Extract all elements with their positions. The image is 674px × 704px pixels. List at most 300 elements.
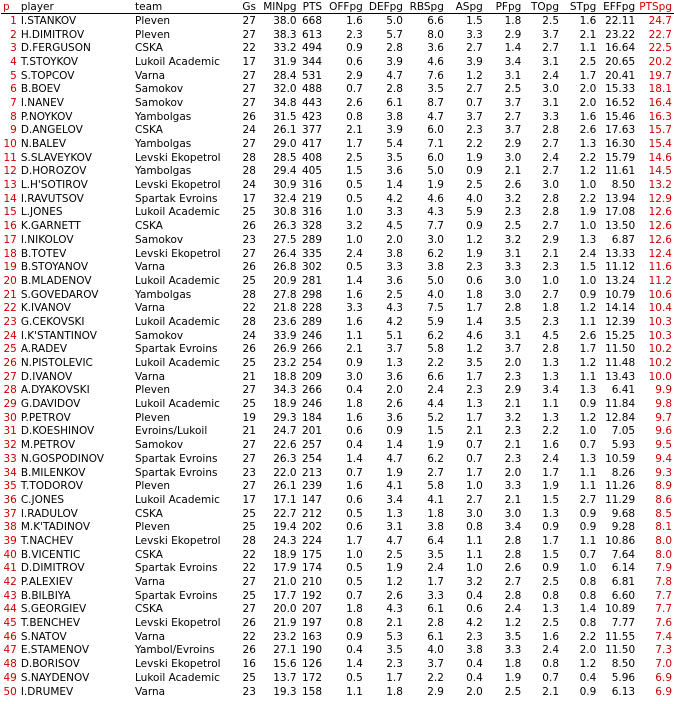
cell-rebounds: 7.1 (427, 138, 444, 151)
cell-assists: 1.7 (466, 466, 483, 479)
cell-rank: 48 (3, 658, 17, 671)
cell-assists: 5.9 (466, 206, 483, 219)
cell-off-rebounds: 0.5 (346, 261, 363, 274)
cell-fouls: 2.9 (504, 28, 522, 41)
cell-games: 21 (242, 370, 256, 383)
cell-games: 26 (242, 644, 256, 657)
cell-points-per-game: 12.6 (648, 220, 672, 233)
cell-fouls: 2.8 (504, 548, 522, 561)
cell-team: Varna (135, 261, 166, 274)
cell-rebounds: 2.9 (427, 685, 444, 698)
table-row (1, 260, 674, 274)
cell-off-rebounds: 3.2 (346, 220, 363, 233)
cell-rebounds: 8.0 (427, 28, 444, 41)
cell-games: 21 (242, 425, 256, 438)
cell-total-points: 158 (301, 685, 323, 698)
cell-player: N.GOSPODINOV (20, 452, 104, 465)
cell-fouls: 2.8 (504, 589, 522, 602)
cell-efficiency: 23.22 (605, 28, 636, 41)
cell-def-rebounds: 4.1 (386, 480, 403, 493)
cell-fouls: 3.7 (504, 343, 522, 356)
cell-team: Pleven (135, 384, 171, 397)
cell-fouls: 2.6 (504, 562, 522, 575)
cell-games: 27 (242, 439, 256, 452)
cell-rank: 23 (3, 315, 17, 328)
cell-turnovers: 0.7 (542, 671, 559, 684)
cell-min-per-game: 28.5 (273, 151, 297, 164)
cell-off-rebounds: 3.0 (346, 370, 363, 383)
cell-total-points: 289 (301, 233, 323, 246)
cell-def-rebounds: 0.9 (386, 425, 403, 438)
cell-min-per-game: 21.0 (273, 576, 297, 589)
cell-steals: 1.2 (579, 658, 597, 671)
cell-turnovers: 1.3 (542, 357, 559, 370)
cell-turnovers: 0.8 (542, 658, 559, 671)
cell-team: Levski Ekopetrol (135, 151, 221, 164)
cell-steals: 1.0 (579, 425, 597, 438)
cell-rebounds: 3.7 (427, 658, 444, 671)
cell-min-per-game: 20.0 (273, 603, 297, 616)
cell-assists: 1.2 (466, 233, 483, 246)
cell-points-per-game: 10.3 (648, 329, 672, 342)
cell-rank: 10 (3, 138, 17, 151)
cell-efficiency: 10.79 (605, 288, 636, 301)
table-row (1, 165, 674, 179)
cell-fouls: 3.7 (504, 96, 522, 109)
cell-rank: 7 (10, 96, 17, 109)
cell-rebounds: 1.9 (427, 439, 444, 452)
cell-points-per-game: 12.4 (648, 247, 672, 260)
cell-total-points: 405 (301, 165, 323, 178)
cell-points-per-game: 15.4 (648, 138, 672, 151)
cell-player: T.TODOROV (20, 480, 83, 493)
cell-off-rebounds: 1.4 (346, 452, 363, 465)
cell-assists: 1.8 (466, 288, 483, 301)
cell-games: 22 (242, 548, 256, 561)
cell-points-per-game: 8.0 (655, 548, 672, 561)
cell-rank: 14 (3, 192, 17, 205)
cell-total-points: 202 (301, 521, 323, 534)
cell-assists: 1.2 (466, 343, 483, 356)
cell-rank: 38 (3, 521, 17, 534)
cell-min-per-game: 34.3 (273, 384, 297, 397)
cell-min-per-game: 18.9 (273, 548, 297, 561)
cell-rank: 3 (10, 42, 17, 55)
cell-def-rebounds: 3.1 (386, 521, 403, 534)
table-row (1, 616, 674, 630)
cell-assists: 0.4 (466, 589, 483, 602)
cell-fouls: 2.9 (504, 384, 522, 397)
cell-fouls: 3.2 (504, 233, 522, 246)
column-header-turnovers: TOpg (523, 0, 561, 14)
cell-team: Pleven (135, 28, 171, 41)
cell-games: 28 (242, 165, 256, 178)
cell-total-points: 488 (301, 83, 323, 96)
cell-steals: 1.1 (579, 534, 597, 547)
cell-total-points: 212 (301, 507, 323, 520)
cell-total-points: 281 (301, 274, 323, 287)
cell-efficiency: 6.13 (611, 685, 636, 698)
cell-off-rebounds: 0.7 (346, 466, 363, 479)
cell-fouls: 2.7 (504, 576, 522, 589)
cell-off-rebounds: 1.0 (346, 548, 363, 561)
cell-fouls: 3.2 (504, 192, 522, 205)
cell-points-per-game: 9.4 (655, 452, 672, 465)
cell-def-rebounds: 3.9 (386, 124, 403, 137)
cell-player: L.H'SOTIROV (20, 179, 88, 192)
cell-def-rebounds: 4.3 (386, 603, 403, 616)
cell-min-per-game: 23.2 (273, 630, 297, 643)
cell-steals: 0.4 (579, 671, 597, 684)
cell-off-rebounds: 1.8 (346, 603, 363, 616)
cell-total-points: 246 (301, 329, 323, 342)
cell-rebounds: 8.7 (427, 96, 444, 109)
cell-efficiency: 10.89 (605, 603, 636, 616)
cell-fouls: 2.8 (504, 302, 522, 315)
cell-team: Lukoil Academic (135, 671, 220, 684)
table-row (1, 69, 674, 83)
cell-team: Spartak Evroins (135, 452, 218, 465)
cell-off-rebounds: 0.5 (346, 671, 363, 684)
cell-turnovers: 2.8 (542, 343, 559, 356)
cell-min-per-game: 38.0 (273, 14, 297, 27)
cell-turnovers: 2.8 (542, 192, 559, 205)
cell-points-per-game: 7.6 (655, 617, 672, 630)
cell-rebounds: 4.0 (427, 644, 444, 657)
cell-def-rebounds: 2.0 (386, 384, 403, 397)
cell-off-rebounds: 1.6 (346, 480, 363, 493)
cell-player: L.JONES (20, 206, 63, 219)
cell-min-per-game: 24.7 (273, 425, 297, 438)
cell-efficiency: 8.26 (611, 466, 636, 479)
cell-player: B.VICENTIC (20, 548, 81, 561)
cell-games: 27 (242, 69, 256, 82)
cell-efficiency: 11.26 (605, 480, 636, 493)
cell-def-rebounds: 4.7 (386, 452, 403, 465)
cell-steals: 0.8 (579, 589, 597, 602)
cell-assists: 3.9 (466, 55, 483, 68)
cell-assists: 2.0 (466, 685, 483, 698)
cell-def-rebounds: 2.8 (386, 83, 403, 96)
cell-efficiency: 13.94 (605, 192, 636, 205)
cell-team: Lukoil Academic (135, 357, 220, 370)
cell-turnovers: 2.5 (542, 14, 559, 27)
cell-rebounds: 6.1 (427, 630, 444, 643)
cell-rebounds: 4.7 (427, 110, 444, 123)
cell-games: 26 (242, 110, 256, 123)
cell-efficiency: 13.33 (605, 247, 636, 260)
cell-fouls: 3.1 (504, 329, 522, 342)
cell-efficiency: 13.24 (605, 274, 636, 287)
cell-rebounds: 5.0 (427, 274, 444, 287)
cell-steals: 2.7 (579, 493, 597, 506)
cell-assists: 0.7 (466, 452, 483, 465)
cell-off-rebounds: 0.4 (346, 439, 363, 452)
cell-steals: 0.7 (579, 548, 597, 561)
cell-steals: 1.9 (579, 206, 597, 219)
cell-rebounds: 6.2 (427, 247, 444, 260)
cell-def-rebounds: 4.3 (386, 302, 403, 315)
cell-min-per-game: 23.6 (273, 315, 297, 328)
table-row (1, 96, 674, 110)
cell-fouls: 2.3 (504, 206, 522, 219)
cell-total-points: 266 (301, 343, 323, 356)
cell-steals: 2.0 (579, 96, 597, 109)
cell-min-per-game: 23.2 (273, 357, 297, 370)
cell-steals: 0.8 (579, 617, 597, 630)
cell-player: S.GEORGIEV (20, 603, 87, 616)
cell-off-rebounds: 0.7 (346, 589, 363, 602)
cell-efficiency: 10.59 (605, 452, 636, 465)
cell-min-per-game: 29.0 (273, 138, 297, 151)
cell-rank: 49 (3, 671, 17, 684)
cell-fouls: 2.1 (504, 439, 522, 452)
cell-assists: 1.0 (466, 480, 483, 493)
cell-min-per-game: 26.1 (273, 480, 297, 493)
cell-assists: 0.6 (466, 603, 483, 616)
cell-games: 25 (242, 398, 256, 411)
cell-turnovers: 2.5 (542, 617, 559, 630)
cell-rank: 28 (3, 384, 17, 397)
cell-steals: 1.0 (579, 562, 597, 575)
table-row (1, 534, 674, 548)
cell-total-points: 254 (301, 452, 323, 465)
cell-rank: 16 (3, 220, 17, 233)
cell-min-per-game: 38.3 (273, 28, 297, 41)
cell-off-rebounds: 2.3 (346, 28, 363, 41)
cell-steals: 2.2 (579, 630, 597, 643)
cell-player: T.BENCHEV (20, 617, 81, 630)
cell-rank: 4 (10, 55, 17, 68)
cell-min-per-game: 31.5 (273, 110, 297, 123)
cell-games: 24 (242, 179, 256, 192)
cell-rank: 15 (3, 206, 17, 219)
cell-efficiency: 7.64 (611, 548, 636, 561)
cell-rebounds: 2.4 (427, 384, 444, 397)
cell-rebounds: 2.4 (427, 562, 444, 575)
cell-turnovers: 3.7 (542, 28, 559, 41)
cell-off-rebounds: 3.3 (346, 302, 363, 315)
column-header-points-per-game: PTSpg (637, 0, 674, 14)
cell-rank: 36 (3, 493, 17, 506)
cell-off-rebounds: 1.6 (346, 411, 363, 424)
cell-rebounds: 2.2 (427, 671, 444, 684)
cell-assists: 1.7 (466, 411, 483, 424)
cell-min-per-game: 26.3 (273, 220, 297, 233)
cell-games: 25 (242, 521, 256, 534)
cell-rank: 1 (10, 14, 17, 27)
cell-off-rebounds: 0.5 (346, 507, 363, 520)
cell-player: I.STANKOV (20, 14, 77, 27)
cell-fouls: 1.9 (504, 671, 522, 684)
cell-fouls: 3.1 (504, 69, 522, 82)
column-header-fouls: PFpg (485, 0, 523, 14)
cell-assists: 2.7 (466, 42, 483, 55)
cell-points-per-game: 8.9 (655, 480, 672, 493)
cell-player: D.HOROZOV (20, 165, 87, 178)
cell-steals: 1.1 (579, 370, 597, 383)
cell-assists: 3.7 (466, 110, 483, 123)
table-row (1, 520, 674, 534)
cell-player: N.PISTOLEVIC (20, 357, 93, 370)
cell-team: CSKA (135, 507, 163, 520)
cell-rebounds: 4.6 (427, 55, 444, 68)
cell-min-per-game: 17.1 (273, 493, 297, 506)
cell-rebounds: 2.8 (427, 617, 444, 630)
cell-points-per-game: 14.6 (648, 151, 672, 164)
cell-def-rebounds: 2.3 (386, 658, 403, 671)
column-header-rank: p (1, 0, 19, 14)
table-row (1, 28, 674, 42)
cell-def-rebounds: 2.6 (386, 398, 403, 411)
cell-points-per-game: 6.9 (655, 671, 672, 684)
cell-games: 27 (242, 384, 256, 397)
cell-team: Samokov (135, 329, 184, 342)
cell-games: 24 (242, 329, 256, 342)
cell-efficiency: 15.79 (605, 151, 636, 164)
cell-rebounds: 3.3 (427, 589, 444, 602)
cell-def-rebounds: 2.1 (386, 617, 403, 630)
cell-team: Samokov (135, 233, 184, 246)
cell-games: 27 (242, 480, 256, 493)
cell-off-rebounds: 1.8 (346, 398, 363, 411)
cell-off-rebounds: 1.0 (346, 233, 363, 246)
cell-rank: 17 (3, 233, 17, 246)
table-row (1, 329, 674, 343)
cell-player: G.DAVIDOV (20, 398, 81, 411)
cell-assists: 3.3 (466, 28, 483, 41)
cell-off-rebounds: 0.5 (346, 576, 363, 589)
cell-rank: 11 (3, 151, 17, 164)
cell-assists: 1.9 (466, 247, 483, 260)
table-row (1, 575, 674, 589)
table-row (1, 548, 674, 562)
cell-turnovers: 1.3 (542, 411, 559, 424)
cell-steals: 1.7 (579, 343, 597, 356)
cell-rebounds: 6.2 (427, 452, 444, 465)
cell-rank: 19 (3, 261, 17, 274)
cell-efficiency: 16.52 (605, 96, 636, 109)
header-row (1, 0, 674, 14)
cell-total-points: 494 (301, 42, 323, 55)
table-row (1, 233, 674, 247)
cell-steals: 0.9 (579, 521, 597, 534)
table-row (1, 41, 674, 55)
cell-player: H.DIMITROV (20, 28, 85, 41)
cell-efficiency: 14.14 (605, 302, 636, 315)
cell-team: Spartak Evroins (135, 589, 218, 602)
cell-assists: 0.8 (466, 521, 483, 534)
cell-fouls: 3.3 (504, 261, 522, 274)
cell-rebounds: 1.7 (427, 576, 444, 589)
cell-fouls: 2.3 (504, 452, 522, 465)
cell-turnovers: 3.4 (542, 384, 559, 397)
cell-assists: 2.5 (466, 179, 483, 192)
cell-points-per-game: 16.3 (648, 110, 672, 123)
cell-team: CSKA (135, 220, 163, 233)
cell-assists: 0.6 (466, 274, 483, 287)
cell-team: Levski Ekopetrol (135, 534, 221, 547)
cell-turnovers: 2.9 (542, 233, 559, 246)
cell-team: Spartak Evroins (135, 466, 218, 479)
cell-def-rebounds: 5.7 (386, 28, 403, 41)
cell-total-points: 219 (301, 192, 323, 205)
cell-games: 27 (242, 603, 256, 616)
cell-player: D.DIMITROV (20, 562, 85, 575)
table-row (1, 384, 674, 398)
cell-turnovers: 2.4 (542, 452, 559, 465)
cell-player: I.NIKOLOV (20, 233, 74, 246)
cell-def-rebounds: 1.4 (386, 439, 403, 452)
cell-points-per-game: 18.1 (648, 83, 672, 96)
cell-efficiency: 9.28 (611, 521, 636, 534)
cell-assists: 1.7 (466, 302, 483, 315)
cell-turnovers: 3.1 (542, 55, 559, 68)
column-header-games: Gs (234, 0, 258, 14)
cell-min-per-game: 32.4 (273, 192, 297, 205)
cell-steals: 2.2 (579, 192, 597, 205)
cell-player: S.TOPCOV (20, 69, 75, 82)
table-row (1, 589, 674, 603)
table-row (1, 411, 674, 425)
cell-rebounds: 1.9 (427, 179, 444, 192)
cell-team: Samokov (135, 96, 184, 109)
cell-off-rebounds: 0.4 (346, 644, 363, 657)
column-header-total-points: PTS (299, 0, 324, 14)
cell-efficiency: 6.81 (611, 576, 636, 589)
cell-turnovers: 3.3 (542, 110, 559, 123)
cell-turnovers: 1.9 (542, 480, 559, 493)
cell-rank: 32 (3, 439, 17, 452)
cell-efficiency: 20.41 (605, 69, 636, 82)
cell-games: 25 (242, 671, 256, 684)
cell-def-rebounds: 3.8 (386, 110, 403, 123)
cell-points-per-game: 16.4 (648, 96, 672, 109)
cell-rank: 37 (3, 507, 17, 520)
cell-off-rebounds: 0.6 (346, 425, 363, 438)
cell-min-per-game: 22.0 (273, 466, 297, 479)
table-row (1, 466, 674, 480)
cell-player: S.SLAVEYKOV (20, 151, 92, 164)
cell-player: M.PETROV (20, 439, 76, 452)
cell-efficiency: 9.68 (611, 507, 636, 520)
cell-steals: 1.6 (579, 110, 597, 123)
cell-team: Yambolgas (135, 165, 192, 178)
table-row (1, 397, 674, 411)
cell-player: S.NAYDENOV (20, 671, 90, 684)
cell-min-per-game: 32.0 (273, 83, 297, 96)
cell-efficiency: 11.29 (605, 493, 636, 506)
cell-min-per-game: 26.4 (273, 247, 297, 260)
cell-team: Lukoil Academic (135, 398, 220, 411)
cell-points-per-game: 9.3 (655, 466, 672, 479)
table-row (1, 452, 674, 466)
cell-fouls: 2.5 (504, 83, 522, 96)
cell-off-rebounds: 0.6 (346, 493, 363, 506)
cell-fouls: 3.0 (504, 507, 522, 520)
cell-points-per-game: 7.8 (655, 576, 672, 589)
cell-assists: 0.4 (466, 671, 483, 684)
cell-games: 27 (242, 83, 256, 96)
cell-player: T.STOYKOV (20, 55, 79, 68)
cell-fouls: 3.0 (504, 151, 522, 164)
cell-player: I.DRUMEV (20, 685, 74, 698)
cell-assists: 4.0 (466, 192, 483, 205)
cell-total-points: 257 (301, 439, 323, 452)
cell-turnovers: 1.1 (542, 398, 559, 411)
cell-rank: 34 (3, 466, 17, 479)
cell-efficiency: 13.43 (605, 370, 636, 383)
